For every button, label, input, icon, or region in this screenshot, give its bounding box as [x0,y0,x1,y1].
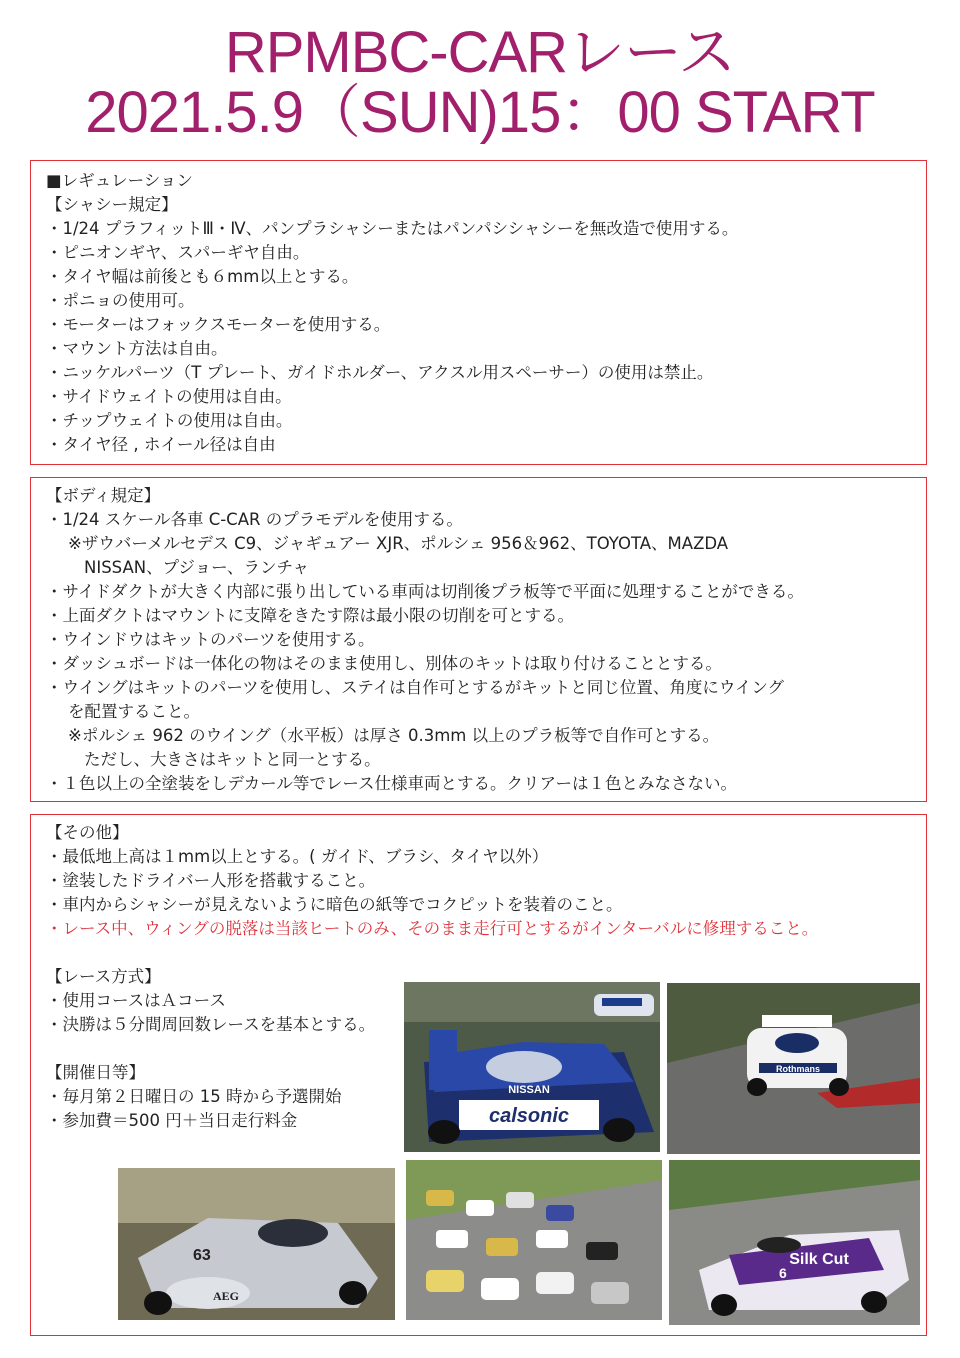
regulation-heading: ■レギュレーション [46,171,193,190]
chassis-heading: 【シャシー規定】 [46,195,178,214]
chassis-rule: ・モーターはフォックスモーターを使用する。 [46,315,391,334]
other-rule: ・塗装したドライバー人形を搭載すること。 [46,871,376,890]
body-rule-continued: を配置すること。 [68,702,200,721]
chassis-rule: ・ポニョの使用可。 [46,291,195,310]
page-title: RPMBC-CARレース [224,20,736,85]
body-note: ※ザウバーメルセデス C9、ジャギュアー XJR、ポルシェ 956＆962、TOYOTA、MAZDA [68,534,729,553]
wing-repair-rule: ・レース中、ウィングの脱落は当該ヒートのみ、そのまま走行可とするがインターバルに修理すること。 [46,919,819,938]
car-number-6: 6 [779,1265,787,1281]
body-rule: ・１色以上の全塗装をしデカール等でレース仕様車両とする。クリアーは１色とみなさない。 [46,774,738,793]
aeg-sponsor-text: AEG [213,1289,240,1303]
race-format-heading: 【レース方式】 [46,967,161,986]
jaguar-race-car-photo [669,1160,920,1325]
body-rule: ・ダッシュボードは一体化の物はそのまま使用し、別体のキットは取り付けることとする。 [46,654,722,673]
schedule-rule: ・参加費＝500 円＋当日走行料金 [46,1111,298,1130]
race-start-grid-photo [406,1160,662,1320]
chassis-rule: ・サイドウェイトの使用は自由。 [46,387,292,406]
mercedes-race-car-photo [118,1168,395,1320]
car-number-63: 63 [193,1247,211,1264]
body-regulation-box [30,477,927,802]
body-rule: ・サイドダクトが大きく内部に張り出している車両は切削後プラ板等で平面に処理することができる。 [46,582,804,601]
chassis-rule: ・マウント方法は自由。 [46,339,228,358]
race-format-rule: ・使用コースはＡコース [46,991,226,1010]
chassis-rule: ・タイヤ幅は前後とも６mm以上とする。 [46,267,359,286]
schedule-heading: 【開催日等】 [46,1063,145,1082]
body-heading: 【ボディ規定】 [46,486,161,505]
event-datetime: 2021.5.9（SUN)15：00 START [85,80,875,145]
body-rule: ・ウインドウはキットのパーツを使用する。 [46,630,375,649]
body-note: ただし、大きさはキットと同一とする。 [84,750,381,769]
other-rule: ・車内からシャシーが見えないように暗色の紙等でコクピットを装着のこと。 [46,895,623,914]
race-format-rule: ・決勝は５分間周回数レースを基本とする。 [46,1015,376,1034]
schedule-rule: ・毎月第２日曜日の 15 時から予選開始 [46,1087,342,1106]
calsonic-sponsor-text: calsonic [488,1105,570,1127]
other-heading: 【その他】 [46,823,129,842]
body-note: NISSAN、プジョー、ランチャ [84,558,309,577]
jaguar-sponsor-text: Silk Cut [789,1251,849,1268]
nissan-race-car-photo [404,982,660,1152]
body-rule: ・ウイングはキットのパーツを使用し、ステイは自作可とするがキットと同じ位置、角度にウイング [46,678,785,697]
chassis-rule: ・ピニオンギヤ、スパーギヤ自由。 [46,243,310,262]
body-note: ※ポルシェ 962 のウイング（水平板）は厚さ 0.3mm 以上のプラ板等で自作可とする。 [68,726,720,745]
other-rule: ・最低地上高は１mm以上とする。( ガイド、ブラシ、タイヤ以外） [46,847,549,866]
body-rule: ・1/24 スケール各車 C-CAR のプラモデルを使用する。 [46,510,463,529]
chassis-rule: ・チップウェイトの使用は自由。 [46,411,293,430]
chassis-regulation-box [30,160,927,465]
nissan-logo-text: NISSAN [508,1084,550,1096]
chassis-rule: ・1/24 プラフィットⅢ・Ⅳ、パンプラシャシーまたはパンパシシャシーを無改造で使用する。 [46,219,739,238]
rothmans-sponsor-text: Rothmans [775,1064,821,1074]
body-rule: ・上面ダクトはマウントに支障をきたす際は最小限の切削を可とする。 [46,606,574,625]
porsche-race-car-photo [667,983,920,1154]
chassis-rule: ・ニッケルパーツ（T プレート、ガイドホルダー、アクスル用スペーサー）の使用は禁止。 [46,363,714,382]
chassis-rule: ・タイヤ径 , ホイール径は自由 [46,435,276,454]
